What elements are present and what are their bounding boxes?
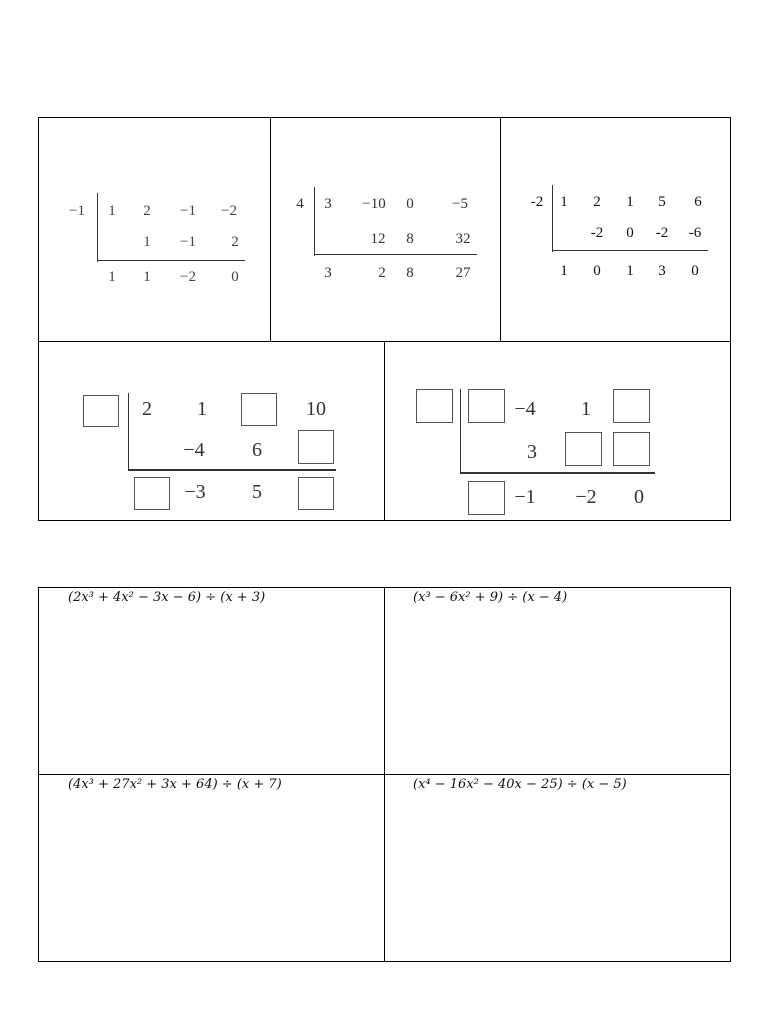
result-value: 1 — [108, 269, 116, 285]
coefficient: 1 — [108, 203, 116, 219]
product: -6 — [688, 225, 702, 241]
coefficient: 3 — [324, 196, 332, 212]
coefficient: 1 — [560, 194, 568, 210]
product: 6 — [252, 439, 262, 461]
coefficient: −4 — [514, 398, 536, 420]
coefficient: 1 — [197, 398, 207, 420]
product: 3 — [527, 441, 537, 463]
coefficient: 10 — [306, 398, 326, 420]
result-line — [97, 260, 245, 261]
result-value: 0 — [634, 486, 644, 508]
divisor: −1 — [69, 203, 85, 219]
synthetic-division-example-1 — [39, 118, 270, 341]
result-value: 0 — [231, 269, 239, 285]
result-value: −1 — [514, 486, 536, 508]
product: 12 — [370, 231, 386, 247]
product: 32 — [455, 231, 471, 247]
result-value: 1 — [626, 263, 634, 279]
problem-cell[interactable] — [39, 588, 384, 774]
synthetic-division-example-2 — [270, 118, 500, 341]
problem-cell[interactable] — [384, 774, 730, 961]
result-value: −2 — [180, 269, 196, 285]
blank-coefficient-box[interactable] — [613, 389, 650, 423]
coefficient: −1 — [180, 203, 196, 219]
product: -2 — [655, 225, 669, 241]
product: 1 — [143, 234, 151, 250]
result-value: 3 — [324, 265, 332, 281]
problem-3: (4x³ + 27x² + 3x + 64) ÷ (x + 7) — [68, 777, 282, 792]
result-value: 1 — [143, 269, 151, 285]
result-value: 1 — [560, 263, 568, 279]
result-value: −2 — [575, 486, 597, 508]
blank-coefficient-box[interactable] — [468, 389, 505, 423]
problem-4: (x⁴ − 16x² − 40x − 25) ÷ (x − 5) — [413, 777, 627, 792]
product: −4 — [183, 439, 205, 461]
blank-product-box[interactable] — [613, 432, 650, 466]
coefficient: −5 — [452, 196, 468, 212]
blank-result-box[interactable] — [134, 477, 170, 510]
blank-result-box[interactable] — [298, 477, 334, 510]
problem-2: (x³ − 6x² + 9) ÷ (x − 4) — [413, 590, 568, 605]
coefficient: 2 — [143, 203, 151, 219]
problem-cell[interactable] — [39, 774, 384, 961]
result-value: 8 — [406, 265, 414, 281]
result-value: −3 — [184, 481, 206, 503]
result-line — [314, 254, 477, 255]
product: 0 — [626, 225, 634, 241]
product: 8 — [406, 231, 414, 247]
synthetic-division-puzzle-1 — [39, 341, 384, 521]
practice-problems-grid — [38, 587, 731, 962]
blank-coefficient-box[interactable] — [241, 393, 277, 426]
problem-cell[interactable] — [384, 588, 730, 774]
divisor: -2 — [530, 194, 544, 210]
result-value: 0 — [691, 263, 699, 279]
result-value: 5 — [252, 481, 262, 503]
product: -2 — [590, 225, 604, 241]
coefficient: 0 — [406, 196, 414, 212]
result-value: 27 — [455, 265, 471, 281]
division-bar — [97, 193, 98, 262]
division-bar — [128, 393, 129, 470]
coefficient: −2 — [221, 203, 237, 219]
product: −1 — [180, 234, 196, 250]
division-bar — [552, 185, 553, 252]
result-line — [460, 472, 655, 474]
coefficient: 6 — [694, 194, 702, 210]
product: 2 — [231, 234, 239, 250]
blank-result-box[interactable] — [468, 481, 505, 515]
blank-product-box[interactable] — [298, 430, 334, 464]
result-value: 3 — [658, 263, 666, 279]
blank-product-box[interactable] — [565, 432, 602, 466]
coefficient: 1 — [581, 398, 591, 420]
result-line — [552, 250, 708, 251]
blank-divisor-box[interactable] — [416, 389, 453, 423]
coefficient: 5 — [658, 194, 666, 210]
result-value: 0 — [593, 263, 601, 279]
problem-1: (2x³ + 4x² − 3x − 6) ÷ (x + 3) — [68, 590, 266, 605]
divisor: 4 — [296, 196, 304, 212]
coefficient: 2 — [593, 194, 601, 210]
coefficient: 2 — [142, 398, 152, 420]
division-bar — [314, 187, 315, 256]
coefficient: −10 — [362, 196, 386, 212]
division-bar — [460, 389, 461, 473]
result-line — [128, 469, 336, 471]
synthetic-division-example-3 — [500, 118, 730, 341]
coefficient: 1 — [626, 194, 634, 210]
result-value: 2 — [378, 265, 386, 281]
synthetic-division-grid — [38, 117, 731, 521]
blank-divisor-box[interactable] — [83, 395, 119, 427]
synthetic-division-puzzle-2 — [384, 341, 730, 521]
